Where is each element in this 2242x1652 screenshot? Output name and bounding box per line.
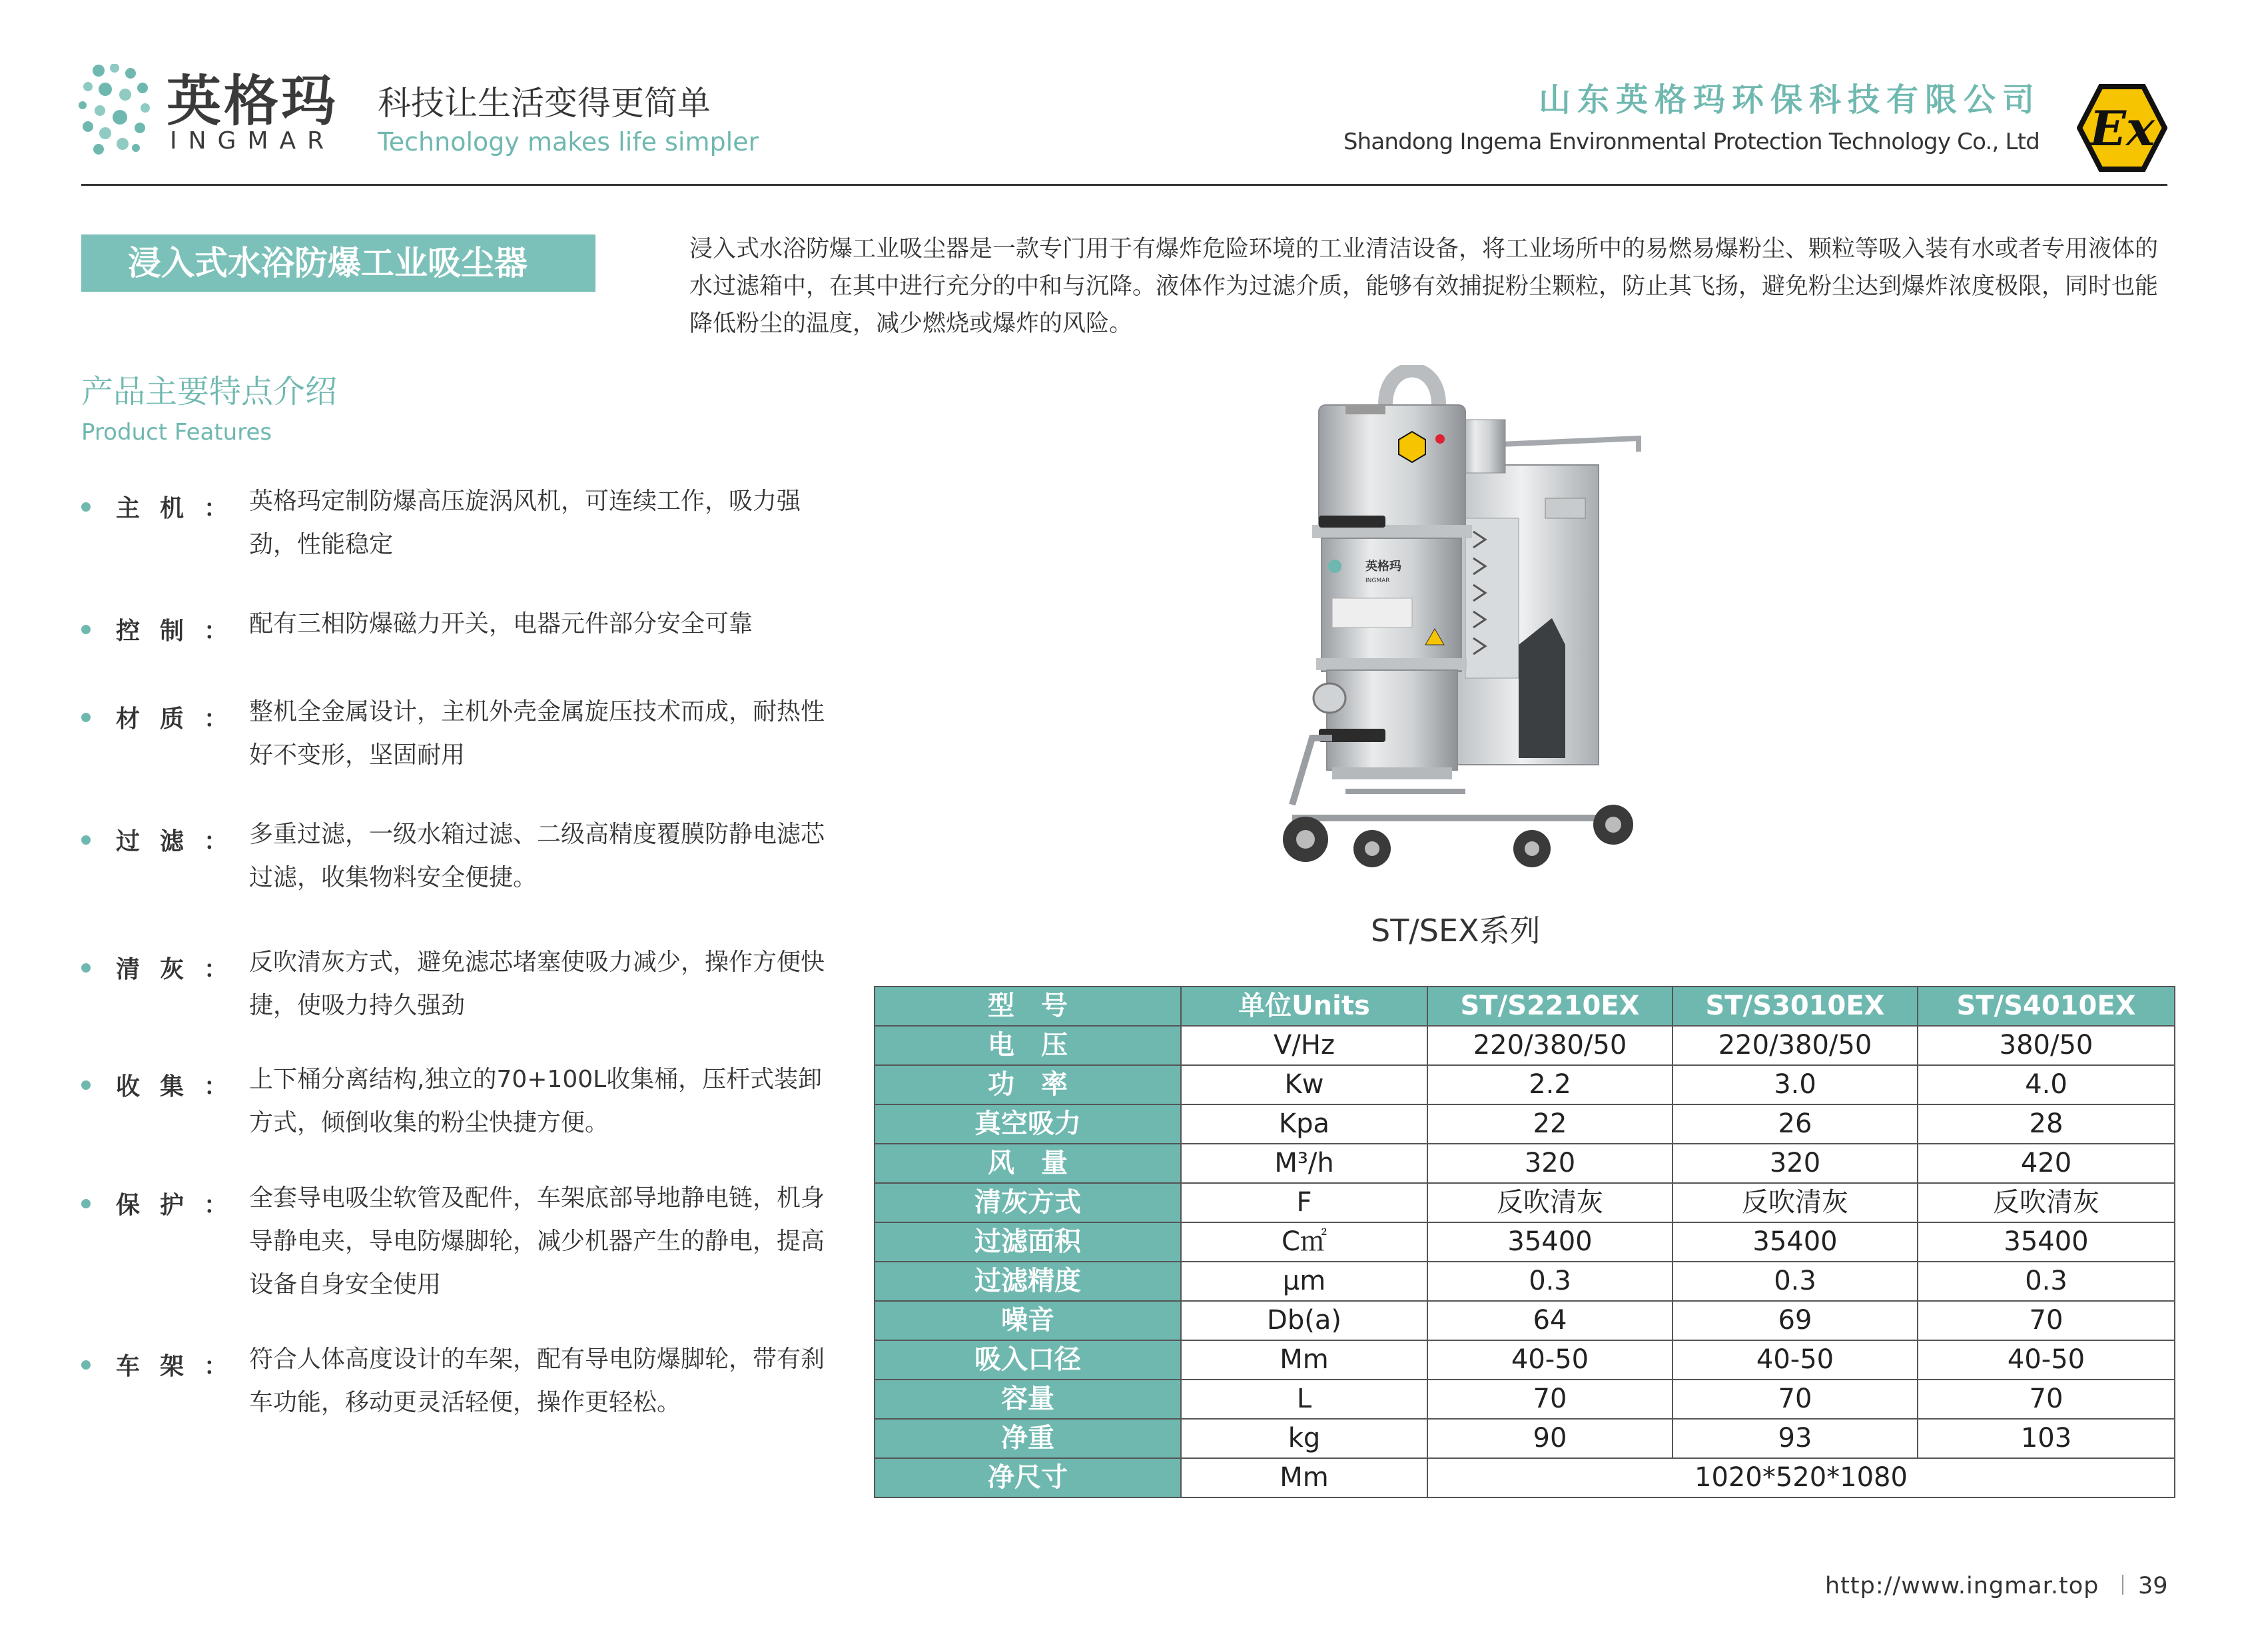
bullet-icon <box>81 1199 91 1208</box>
table-row <box>875 1104 2175 1144</box>
table-cell: 70 <box>1673 1380 1918 1419</box>
row-label: 过滤面积 <box>875 1222 1181 1262</box>
company-name-en: Shandong Ingema Environmental Protection Technology Co., Ltd <box>1343 129 2040 155</box>
table-cell: 69 <box>1673 1301 1918 1340</box>
feature-text: 符合人体高度设计的车架，配有导电防爆脚轮，带有刹车功能，移动更灵活轻便，操作更轻松。 <box>249 1346 825 1416</box>
spec-table <box>874 986 2175 1498</box>
table-cell: 320 <box>1427 1144 1673 1183</box>
row-label: 真空吸力 <box>875 1104 1181 1144</box>
table-cell: 22 <box>1427 1104 1673 1144</box>
table-cell: Kw <box>1181 1065 1427 1104</box>
footer-divider <box>2122 1575 2123 1595</box>
table-cell: 420 <box>1918 1144 2175 1183</box>
table-cell: 3.0 <box>1673 1065 1918 1104</box>
table-cell: 40-50 <box>1427 1340 1673 1380</box>
header-cell: ST/S3010EX <box>1673 987 1918 1026</box>
table-cell: 103 <box>1918 1419 2175 1458</box>
table-row <box>875 1340 2175 1380</box>
feature-text: 英格玛定制防爆高压旋涡风机，可连续工作，吸力强劲，性能稳定 <box>249 488 801 558</box>
feature-text: 全套导电吸尘软管及配件，车架底部导地静电链，机身导静电夹，导电防爆脚轮，减少机器产生的静电，提高设备自身安全使用 <box>249 1184 825 1298</box>
feature-text: 反吹清灰方式，避免滤芯堵塞使吸力减少，操作方便快捷，使吸力持久强劲 <box>249 949 825 1019</box>
bullet-icon <box>81 713 91 722</box>
row-label: 清灰方式 <box>875 1183 1181 1222</box>
table-cell: 35400 <box>1427 1222 1673 1262</box>
row-label: 容量 <box>875 1380 1181 1419</box>
company-name-cn: 山东英格玛环保科技有限公司 <box>1538 81 2041 119</box>
table-cell: 28 <box>1918 1104 2175 1144</box>
table-row <box>875 1026 2175 1065</box>
table-cell: 反吹清灰 <box>1673 1183 1918 1222</box>
feature-text: 上下桶分离结构,独立的70+100L收集桶，压杆式装卸方式，倾倒收集的粉尘快捷方便。 <box>249 1066 823 1136</box>
slogan-en: Technology makes life simpler <box>378 127 759 157</box>
row-label: 过滤精度 <box>875 1262 1181 1301</box>
table-cell: Kpa <box>1181 1104 1427 1144</box>
bullet-icon <box>81 1360 91 1370</box>
feature-label: 清灰： <box>116 956 248 983</box>
bullet-icon <box>81 502 91 512</box>
footer-website[interactable]: http://www.ingmar.top <box>1825 1573 2099 1599</box>
bullet-icon <box>81 963 91 973</box>
table-cell: Mm <box>1181 1340 1427 1380</box>
table-cell: 4.0 <box>1918 1065 2175 1104</box>
table-cell-merged: 1020*520*1080 <box>1427 1458 2175 1497</box>
table-cell: 35400 <box>1918 1222 2175 1262</box>
table-row <box>875 1458 2175 1497</box>
bullet-icon <box>81 835 91 845</box>
svg-text:英格玛: 英格玛 <box>1365 560 1401 574</box>
feature-text: 整机全金属设计，主机外壳金属旋压技术而成，耐热性好不变形，坚固耐用 <box>249 698 825 769</box>
feature-label: 控制： <box>116 618 248 645</box>
table-row <box>875 1301 2175 1340</box>
bullet-icon <box>81 1080 91 1090</box>
product-title: 浸入式水浴防爆工业吸尘器 <box>128 244 528 282</box>
table-cell: 2.2 <box>1427 1065 1673 1104</box>
table-cell: 90 <box>1427 1419 1673 1458</box>
table-cell: 0.3 <box>1427 1262 1673 1301</box>
features-heading-cn: 产品主要特点介绍 <box>81 373 338 410</box>
svg-text:Ex: Ex <box>2089 100 2155 157</box>
table-cell: 320 <box>1673 1144 1918 1183</box>
row-label: 噪音 <box>875 1301 1181 1340</box>
brand-name-en: INGMAR <box>170 127 336 155</box>
brand-name-cn: 英格玛 <box>167 70 339 133</box>
feature-text: 多重过滤，一级水箱过滤、二级高精度覆膜防静电滤芯过滤，收集物料安全便捷。 <box>249 821 825 891</box>
table-row <box>875 1065 2175 1104</box>
feature-label: 主机： <box>116 495 248 522</box>
table-cell: 380/50 <box>1918 1026 2175 1065</box>
table-cell: C㎡ <box>1181 1222 1427 1262</box>
table-cell: 93 <box>1673 1419 1918 1458</box>
table-cell: 220/380/50 <box>1427 1026 1673 1065</box>
table-cell: 26 <box>1673 1104 1918 1144</box>
header-cell: ST/S4010EX <box>1918 987 2175 1026</box>
svg-text:INGMAR: INGMAR <box>1365 578 1390 584</box>
feature-label: 收集： <box>116 1073 248 1100</box>
bullet-icon <box>81 625 91 634</box>
table-cell: 40-50 <box>1673 1340 1918 1380</box>
table-row <box>875 1380 2175 1419</box>
brand-logo-icon <box>79 64 152 157</box>
table-cell: F <box>1181 1183 1427 1222</box>
table-cell: L <box>1181 1380 1427 1419</box>
table-cell: V/Hz <box>1181 1026 1427 1065</box>
table-cell: μm <box>1181 1262 1427 1301</box>
feature-label: 保护： <box>116 1192 248 1219</box>
product-intro: 浸入式水浴防爆工业吸尘器是一款专门用于有爆炸危险环境的工业清洁设备，将工业场所中的易燃易爆粉尘、颗粒等吸入装有水或者专用液体的水过滤箱中，在其中进行充分的中和与沉降。液体作为过滤介质，能够有效捕捉粉尘颗粒，防止其飞扬，避免粉尘达到爆炸浓度极限，同时也能降低粉尘的温度，减少燃烧或爆炸的风险。 <box>689 236 2159 337</box>
table-row <box>875 1144 2175 1183</box>
table-cell: 反吹清灰 <box>1427 1183 1673 1222</box>
table-cell: 0.3 <box>1673 1262 1918 1301</box>
slogan-cn: 科技让生活变得更简单 <box>378 84 711 123</box>
features-heading-en: Product Features <box>81 419 272 446</box>
series-name: ST/SEX系列 <box>1371 913 1541 949</box>
feature-label: 车架： <box>116 1353 248 1380</box>
feature-label: 过滤： <box>116 828 248 855</box>
table-cell: 70 <box>1427 1380 1673 1419</box>
table-cell: 0.3 <box>1918 1262 2175 1301</box>
product-title-band <box>81 234 595 292</box>
table-row <box>875 1222 2175 1262</box>
row-label: 吸入口径 <box>875 1340 1181 1380</box>
ex-explosion-proof-icon <box>2077 84 2167 172</box>
header-cell: 单位Units <box>1181 987 1427 1026</box>
row-label: 功 率 <box>875 1065 1181 1104</box>
row-label: 电 压 <box>875 1026 1181 1065</box>
table-cell: 40-50 <box>1918 1340 2175 1380</box>
table-cell: Db(a) <box>1181 1301 1427 1340</box>
feature-text: 配有三相防爆磁力开关，电器元件部分安全可靠 <box>249 610 753 637</box>
table-cell: 64 <box>1427 1301 1673 1340</box>
row-label: 净尺寸 <box>875 1458 1181 1497</box>
table-cell: 反吹清灰 <box>1918 1183 2175 1222</box>
row-label: 净重 <box>875 1419 1181 1458</box>
table-cell: Mm <box>1181 1458 1427 1497</box>
header-divider <box>81 184 2167 186</box>
table-row <box>875 1419 2175 1458</box>
table-cell: kg <box>1181 1419 1427 1458</box>
table-cell: M³/h <box>1181 1144 1427 1183</box>
header-cell: ST/S2210EX <box>1427 987 1673 1026</box>
header-cell: 型 号 <box>875 987 1181 1026</box>
table-cell: 70 <box>1918 1380 2175 1419</box>
feature-label: 材质： <box>116 705 248 733</box>
row-label: 风 量 <box>875 1144 1181 1183</box>
table-row <box>875 1183 2175 1222</box>
table-row <box>875 1262 2175 1301</box>
table-header-row <box>875 987 2175 1026</box>
table-cell: 70 <box>1918 1301 2175 1340</box>
vacuum-cleaner-image <box>1266 365 1652 873</box>
page-number: 39 <box>2138 1573 2168 1599</box>
table-cell: 220/380/50 <box>1673 1026 1918 1065</box>
table-cell: 35400 <box>1673 1222 1918 1262</box>
